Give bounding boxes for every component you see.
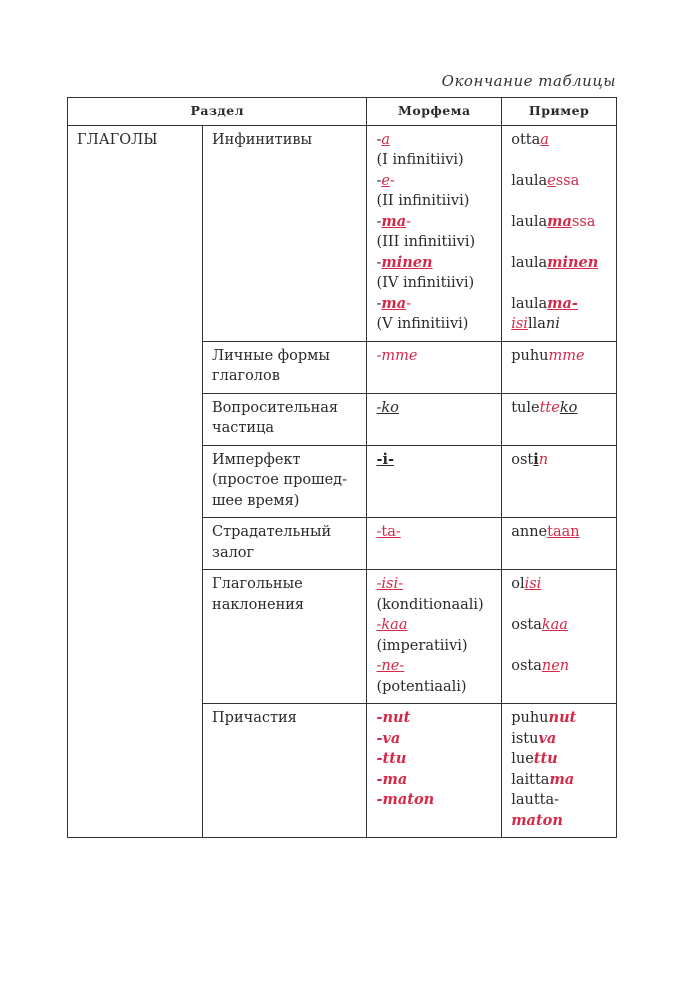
category-cell: Глагольные наклонения: [203, 570, 367, 704]
text-segment: puhu: [511, 710, 549, 726]
cell-line: [511, 450, 608, 471]
text-segment: -: [376, 131, 382, 148]
cell-line: [511, 294, 608, 315]
morpheme-cell: [367, 445, 502, 518]
cell-line: [511, 314, 608, 335]
cell-line: [511, 346, 608, 367]
text-segment: -ko: [376, 399, 399, 416]
cell-line: [376, 636, 493, 657]
text-segment: mme: [548, 347, 585, 364]
cell-line: [376, 171, 493, 192]
text-segment: ma: [549, 770, 575, 788]
text-segment: isi: [511, 316, 528, 332]
category-cell: Личные формы глаголов: [203, 341, 367, 393]
cell-line: [376, 398, 493, 419]
cell-line: [376, 253, 493, 274]
header-morpheme: Морфема: [367, 98, 502, 126]
example-cell: [502, 704, 617, 838]
text-segment: ssa: [555, 172, 580, 189]
text-segment: ko: [559, 399, 578, 416]
text-segment: laula: [511, 213, 548, 230]
text-segment: osta: [511, 658, 542, 674]
cell-line: [511, 398, 608, 419]
example-cell: [502, 125, 617, 341]
cell-line: [511, 273, 608, 294]
example-cell: [502, 341, 617, 393]
cell-line: [511, 708, 608, 729]
category-cell: Страдательный залог: [203, 518, 367, 570]
text-segment: ne: [541, 658, 560, 674]
text-segment: -kaa: [376, 617, 408, 633]
text-segment: tte: [539, 399, 560, 416]
cell-line: [376, 770, 493, 791]
cell-line: [511, 130, 608, 151]
cell-line: [511, 656, 608, 677]
text-segment: e: [547, 172, 556, 189]
table-caption: Окончание таблицы: [441, 72, 616, 90]
text-segment: ttu: [533, 750, 558, 767]
cell-line: [376, 314, 493, 335]
cell-line: [376, 729, 493, 750]
text-segment: n: [559, 658, 570, 674]
cell-line: [511, 636, 608, 657]
morpheme-cell: [367, 704, 502, 838]
text-segment: -: [376, 172, 382, 189]
text-segment: -va: [376, 729, 401, 747]
section-cell: ГЛАГОЛЫ: [68, 125, 203, 838]
text-segment: taan: [547, 524, 580, 540]
text-segment: tule: [511, 399, 540, 416]
text-segment: minen: [381, 253, 433, 271]
text-segment: (III infinitiivi): [376, 234, 476, 250]
cell-line: [376, 595, 493, 616]
text-segment: ma: [381, 212, 407, 230]
category-cell: Причастия: [203, 704, 367, 838]
text-segment: -nut: [376, 709, 411, 726]
morpheme-cell: [367, 393, 502, 445]
example-cell: [502, 518, 617, 570]
text-segment: (IV infinitiivi): [376, 275, 475, 291]
text-segment: ost: [511, 451, 534, 468]
cell-line: [511, 150, 608, 171]
text-segment: -: [376, 295, 382, 312]
cell-line: [511, 595, 608, 616]
text-segment: ma: [381, 294, 407, 312]
category-cell: Инфинитивы: [203, 125, 367, 341]
text-segment: -mme: [376, 347, 418, 364]
cell-line: [376, 150, 493, 171]
text-segment: (potentiaali): [376, 678, 467, 695]
cell-line: [511, 191, 608, 212]
text-segment: ssa: [571, 213, 596, 230]
cell-line: [511, 615, 608, 636]
cell-line: [376, 790, 493, 811]
text-segment: isi: [524, 576, 542, 592]
text-segment: -: [406, 213, 412, 230]
text-segment: osta: [511, 617, 542, 633]
cell-line: [376, 450, 493, 471]
text-segment: laitta: [511, 771, 550, 788]
header-section: Раздел: [68, 98, 367, 126]
text-segment: (II infinitiivi): [376, 193, 470, 209]
text-segment: e: [381, 172, 390, 189]
cell-line: [376, 574, 493, 595]
cell-line: [376, 656, 493, 677]
morpheme-cell: [367, 341, 502, 393]
text-segment: ma: [547, 212, 572, 230]
cell-line: [511, 253, 608, 274]
text-segment: -: [389, 172, 395, 189]
cell-line: [376, 522, 493, 543]
cell-line: [376, 677, 493, 698]
text-segment: nut: [548, 709, 577, 726]
cell-line: [376, 749, 493, 770]
cell-line: [511, 522, 608, 543]
text-segment: (imperatiivi): [376, 637, 468, 654]
text-segment: lla: [527, 316, 546, 332]
morpheme-cell: [367, 518, 502, 570]
table-header-row: [68, 98, 617, 126]
example-cell: [502, 393, 617, 445]
cell-line: [376, 232, 493, 253]
cell-line: [511, 790, 608, 811]
text-segment: (konditionaali): [376, 596, 484, 613]
text-segment: istu: [511, 730, 539, 747]
text-segment: -: [406, 295, 412, 312]
header-example: Пример: [502, 98, 617, 126]
text-segment: a: [381, 131, 391, 148]
table-row: [68, 125, 617, 341]
text-segment: -: [376, 254, 382, 271]
text-segment: -ma: [376, 770, 408, 788]
cell-line: [511, 749, 608, 770]
cell-line: [376, 130, 493, 151]
cell-line: [376, 273, 493, 294]
text-segment: otta: [511, 131, 541, 148]
text-segment: -ttu: [376, 750, 407, 767]
text-segment: ma-: [547, 294, 578, 312]
cell-line: [376, 346, 493, 367]
morpheme-table: [67, 97, 617, 838]
text-segment: lue: [511, 751, 534, 767]
cell-line: [511, 770, 608, 791]
text-segment: (V infinitiivi): [376, 316, 469, 332]
cell-line: [376, 294, 493, 315]
text-segment: laula: [511, 172, 548, 189]
example-cell: [502, 570, 617, 704]
text-segment: -: [376, 213, 382, 230]
text-segment: laula: [511, 254, 548, 271]
cell-line: [376, 708, 493, 729]
cell-line: [511, 212, 608, 233]
morpheme-cell: [367, 125, 502, 341]
category-cell: Имперфект (простое прошед-шее время): [203, 445, 367, 518]
text-segment: laula: [511, 295, 548, 312]
text-segment: -ta-: [376, 524, 401, 540]
text-segment: puhu: [511, 347, 549, 364]
cell-line: [511, 729, 608, 750]
text-segment: -maton: [376, 791, 435, 808]
category-cell: Вопросительная частица: [203, 393, 367, 445]
cell-line: [511, 171, 608, 192]
text-segment: maton: [511, 811, 563, 829]
morpheme-cell: [367, 570, 502, 704]
text-segment: -isi-: [376, 576, 403, 592]
text-segment: minen: [547, 253, 599, 271]
cell-line: [376, 212, 493, 233]
cell-line: [376, 615, 493, 636]
text-segment: ol: [511, 576, 525, 592]
text-segment: va: [538, 729, 557, 747]
example-cell: [502, 445, 617, 518]
text-segment: n: [538, 451, 549, 468]
text-segment: lautta-: [511, 792, 560, 808]
cell-line: [376, 191, 493, 212]
cell-line: [511, 574, 608, 595]
text-segment: i: [533, 450, 539, 468]
text-segment: -ne-: [376, 658, 405, 674]
text-segment: anne: [511, 524, 548, 540]
text-segment: (I infinitiivi): [376, 152, 464, 168]
text-segment: a: [540, 131, 549, 148]
text-segment: -i-: [376, 450, 395, 468]
text-segment: ni: [545, 316, 560, 332]
cell-line: [511, 232, 608, 253]
text-segment: kaa: [541, 617, 568, 633]
cell-line: [511, 811, 608, 832]
